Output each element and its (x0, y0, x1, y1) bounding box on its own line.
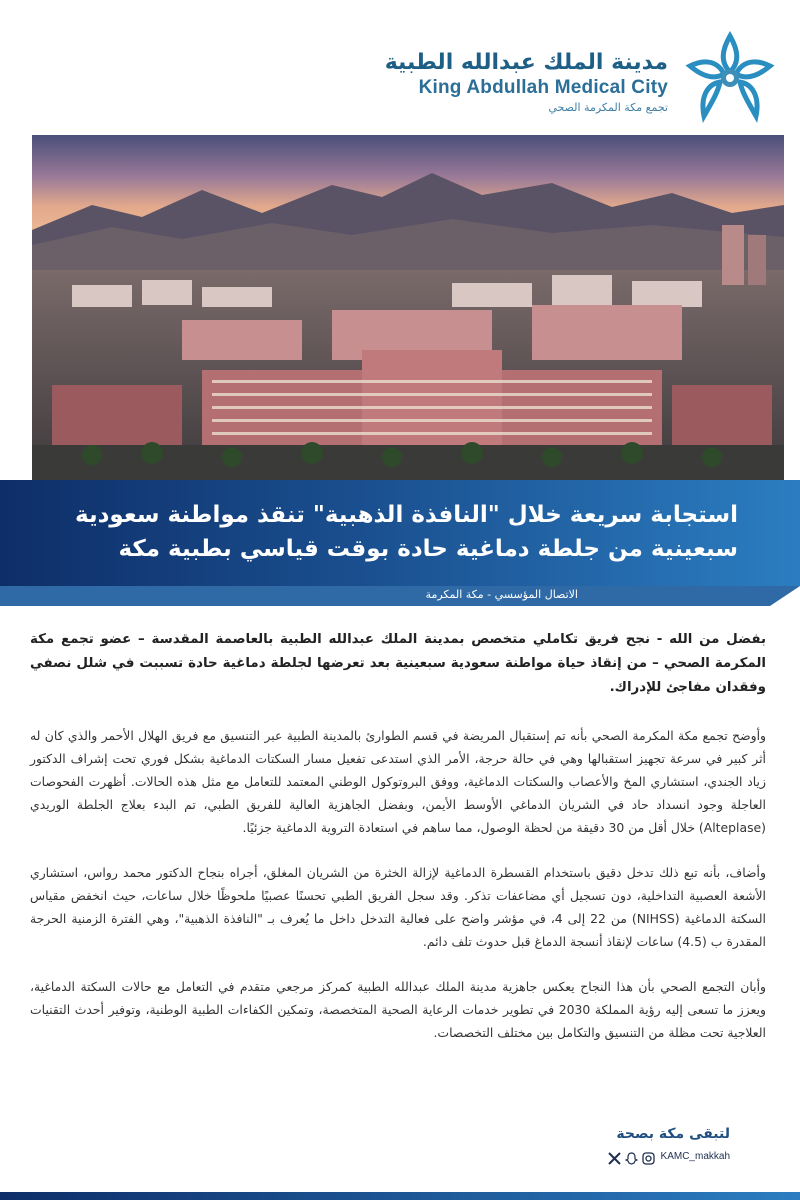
hospital-campus-photo (32, 135, 784, 480)
headline-band (0, 480, 800, 586)
snapchat-icon[interactable] (625, 1150, 638, 1163)
instagram-icon[interactable] (642, 1150, 655, 1163)
headline-line-2: سبعينية من جلطة دماغية حادة بوقت قياسي بطبية مكة (118, 536, 738, 562)
source-band-corner (770, 586, 800, 606)
logo-text (385, 50, 668, 116)
social-handle[interactable]: KAMC_makkah (660, 1150, 730, 1162)
headline (38, 498, 738, 566)
bottom-bar (0, 1192, 800, 1200)
social-links (608, 1148, 730, 1164)
article-paragraph-1: وأوضح تجمع مكة المكرمة الصحي بأنه تم إستقبال المريضة في قسم الطوارئ بالمدينة الطبية عبر التنسيق مع فريق الهلال الأحمر والذي كان له أثر كبير في سرعة تجهيز استقبالها وهي في حالة حرجة، الأمر الذي استدعى تفعيل مسار السكتات الدماغية بشكل فوري تحت إشراف الدكتور زياد الجندي، استشاري المخ والأعصاب والسكتات الدماغية، ووفق البروتوكول الوطني المعتمد للتعامل مع مثل هذه الحالات. أظهرت الفحوصات العاجلة وجود انسداد حاد في الشريان الدماغي الأوسط الأيمن، وبفضل الجاهزية العالية للفريق الطبي، تم البدء بعلاج الجلطة الوريدي (Alteplase) خلال أقل من 30 دقيقة من لحظة الوصول، مما ساهم في استعادة التروية الدماغية جزئيًا. (30, 728, 766, 835)
header-logo (360, 28, 780, 128)
source-label: الاتصال المؤسسي - مكة المكرمة (425, 588, 578, 601)
star-logo-icon (680, 28, 780, 128)
org-name-en: King Abdullah Medical City (418, 77, 668, 98)
footer-slogan: لتبقى مكة بصحة (616, 1126, 730, 1142)
org-subtitle: تجمع مكة المكرمة الصحي (548, 101, 668, 114)
article-lead: بفضل من الله - نجح فريق تكاملي متخصص بمدينة الملك عبدالله الطبية بالعاصمة المقدسة – عضو تجمع مكة المكرمة الصحي – من إنقاذ حياة مواطنة سعودية سبعينية بعد تعرضها لجلطة دماغية حادة تسببت في شلل نصفي وفقدان مفاجئ للإدراك. (30, 632, 766, 695)
headline-line-1: استجابة سريعة خلال "النافذة الذهبية" تنقذ مواطنة سعودية (75, 502, 738, 528)
org-name-ar: مدينة الملك عبدالله الطبية (384, 50, 668, 75)
x-icon[interactable] (608, 1150, 621, 1163)
article-paragraph-2: وأضاف، بأنه تبع ذلك تدخل دقيق باستخدام القسطرة الدماغية لإزالة الخثرة من الشريان المغلق، أجراه بنجاح الدكتور محمد رواس، استشاري الأشعة العصبية التداخلية، دون تسجيل أي مضاعفات تذكر. وقد سجل الفريق الطبي تحسنًا عصبيًا ملحوظًا خلال ساعات، حيث انخفض مقياس السكتة الدماغية (NIHSS) من 22 إلى 4، في مؤشر واضح على فعالية التدخل داخل ما يُعرف بـ "النافذة الذهبية"، وهي الفترة الزمنية الحرجة المقدرة ب (4.5) ساعات لإنقاذ أنسجة الدماغ قبل حدوث تلف دائم. (30, 865, 766, 949)
article-paragraph-3: وأبان التجمع الصحي بأن هذا النجاح يعكس جاهزية مدينة الملك عبدالله الطبية كمركز مرجعي متقدم في التعامل مع حالات السكتة الدماغية، ويعزز ما تسعى إليه رؤية المملكة 2030 في تطوير خدمات الرعاية الصحية المتخصصة، وتمكين الكفاءات الطبية الوطنية، وتوفير أحدث التقنيات العلاجية تحت مظلة من التنسيق والتكامل بين مختلف التخصصات. (30, 979, 766, 1040)
article-body (30, 628, 766, 1044)
source-band (0, 586, 770, 606)
